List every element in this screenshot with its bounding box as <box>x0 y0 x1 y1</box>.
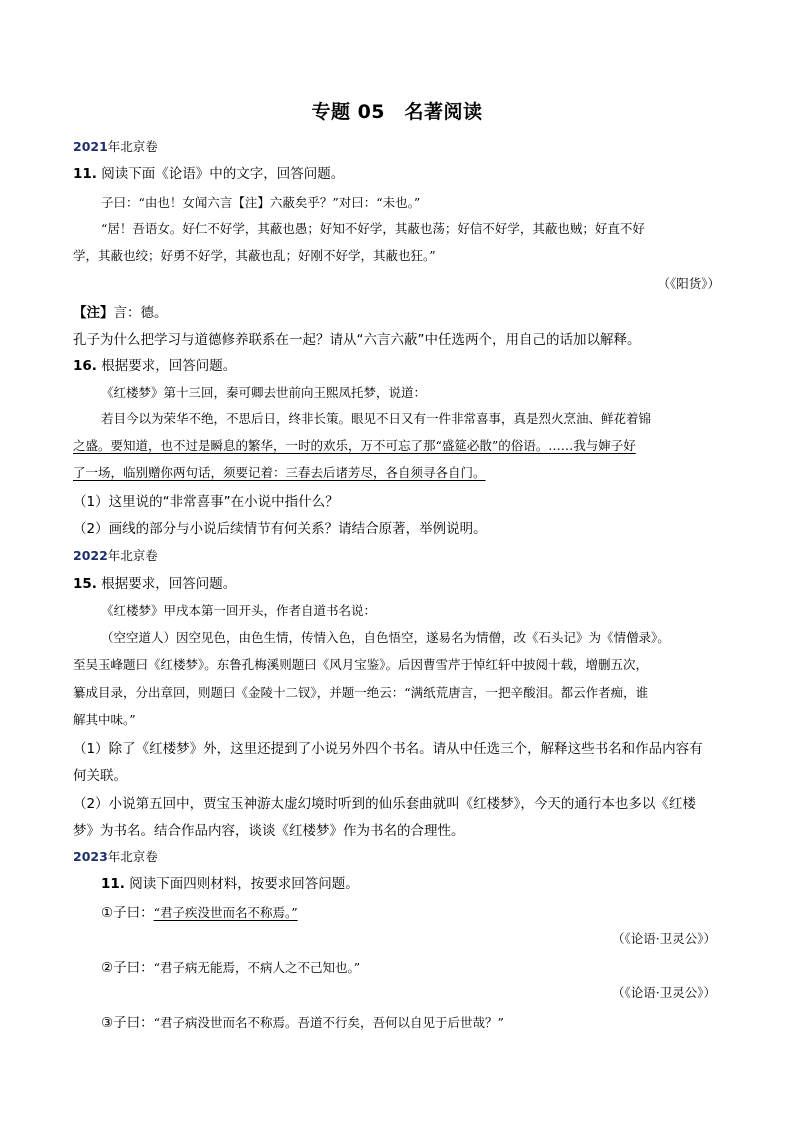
question-text: 根据要求，回答问题。 <box>101 576 237 592</box>
material-quote: “君子疾没世而名不称焉。” <box>153 905 298 920</box>
question-number: 11. <box>73 166 97 182</box>
passage-line: 至吴玉峰题曰《红楼梦》。东鲁孔梅溪则题曰《风月宝鉴》。后因曹雪芹于悼红轩中披阅十载，增删五次， <box>73 657 649 672</box>
annotation-note <box>73 301 168 321</box>
source-citation: （《论语·卫灵公》） <box>612 985 716 1000</box>
question-text: 阅读下面《论语》中的文字，回答问题。 <box>101 166 345 182</box>
question-number: 15. <box>73 576 97 592</box>
material-label: ③子曰： <box>101 1015 154 1031</box>
question-text: 阅读下面四则材料，按要求回答问题。 <box>129 876 359 892</box>
passage-line: 《红楼梦》第十三回，秦可卿去世前向王熙凤托梦，说道： <box>101 385 427 400</box>
material-label: ①子曰： <box>101 905 154 921</box>
note-text: 言：德。 <box>113 305 168 321</box>
passage-line: 学，其蔽也绞；好勇不好学，其蔽也乱；好刚不好学，其蔽也狂。” <box>73 248 436 263</box>
question-2021-11 <box>73 162 344 182</box>
sub-question-2: （2）画线的部分与小说后续情节有何关系？请结合原著，举例说明。 <box>73 521 487 537</box>
year-number: 2023 <box>73 849 108 864</box>
sub-question-1: （1）这里说的“非常喜事”在小说中指什么？ <box>73 494 339 510</box>
question-number: 11. <box>101 876 125 892</box>
sub-question-2-cont: 梦》为书名。结合作品内容，谈谈《红楼梦》作为书名的合理性。 <box>73 823 465 839</box>
material-2 <box>101 956 360 977</box>
question-2021-16 <box>73 354 236 374</box>
year-number: 2021 <box>73 139 108 154</box>
year-suffix: 年北京卷 <box>107 139 158 154</box>
passage-line: 子曰：“由也！女闻六言【注】六蔽矣乎？”对曰：“未也。” <box>101 195 421 210</box>
sub-question-1: （1）除了《红楼梦》外，这里还提到了小说另外四个书名。请从中任选三个，解释这些书名和作品内容有 <box>73 741 703 757</box>
sub-question-1-cont: 何关联。 <box>73 768 127 784</box>
question-2022-15 <box>73 572 236 592</box>
section-year-2023 <box>73 847 158 865</box>
section-year-2022 <box>73 546 158 564</box>
material-quote: “君子病没世而名不称焉。吾道不行矣，吾何以自见于后世哉？” <box>153 1015 504 1030</box>
question-number: 16. <box>73 358 97 374</box>
section-year-2021 <box>73 137 158 155</box>
year-suffix: 年北京卷 <box>107 849 158 864</box>
question-text: 根据要求，回答问题。 <box>101 358 237 374</box>
note-label: 【注】 <box>73 305 114 321</box>
source-citation: （《阳货》） <box>657 276 720 291</box>
sub-question-2: （2）小说第五回中，贾宝玉神游太虚幻境时听到的仙乐套曲就叫《红楼梦》，今天的通行本也多以《红楼 <box>73 796 696 812</box>
passage-line: 解其中味。” <box>73 712 136 727</box>
passage-line: “居！吾语女。好仁不好学，其蔽也愚；好知不好学，其蔽也荡；好信不好学，其蔽也贼；好直不好 <box>101 221 645 236</box>
material-quote: “君子病无能焉，不病人之不己知也。” <box>153 960 361 975</box>
material-1 <box>101 901 298 922</box>
passage-line: （空空道人）因空见色，由色生情，传情入色，自色悟空，遂易名为情僧，改《石头记》为《情僧录》。 <box>101 630 670 645</box>
underlined-passage-line: 之盛。要知道，也不过是瞬息的繁华，一时的欢乐，万不可忘了那“盛筵必散”的俗语。……我与婶子好 <box>73 438 636 453</box>
question-2023-11 <box>101 872 359 892</box>
underlined-passage-line: 了一场，临别赠你两句话，须要记着：三春去后诸芳尽，各自须寻各自门。 <box>73 465 486 480</box>
year-number: 2022 <box>73 548 108 563</box>
passage-line: 《红楼梦》甲戌本第一回开头，作者自道书名说： <box>101 603 377 618</box>
page-title: 专题 05 名著阅读 <box>311 101 483 123</box>
passage-line: 若目今以为荣华不绝，不思后日，终非长策。眼见不日又有一件非常喜事，真是烈火烹油、鲜花着锦 <box>101 411 652 426</box>
material-label: ②子曰： <box>101 960 154 976</box>
material-3 <box>101 1011 504 1032</box>
source-citation: （《论语·卫灵公》） <box>612 931 716 946</box>
year-suffix: 年北京卷 <box>107 548 158 563</box>
question-prompt: 孔子为什么把学习与道德修养联系在一起？请从“六言六蔽”中任选两个，用自己的话加以解释。 <box>73 332 641 348</box>
passage-line: 纂成目录，分出章回，则题曰《金陵十二钗》，并题一绝云：“满纸荒唐言，一把辛酸泪。都云作者痴，谁 <box>73 685 649 700</box>
